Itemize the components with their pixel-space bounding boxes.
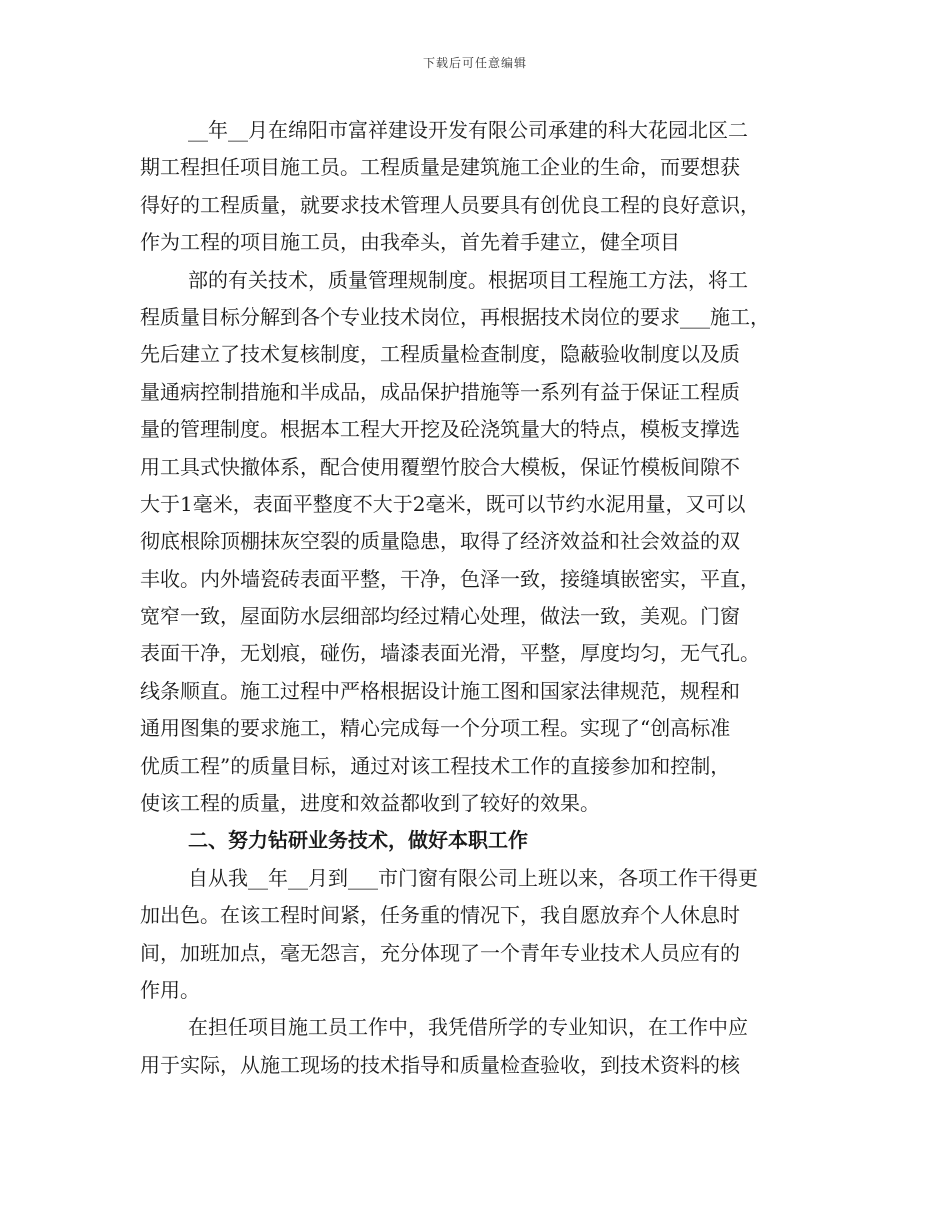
text-line: __年__月在绵阳市富祥建设开发有限公司承建的科大花园北区二 [188,118,748,142]
text-line: 间，加班加点，毫无怨言，充分体现了一个青年专业技术人员应有的 [140,940,740,965]
text-line: 期工程担任项目施工员。工程质量是建筑施工企业的生命，而要想获 [140,155,740,180]
text-line: 作为工程的项目施工员，由我牵头，首先着手建立，健全项目 [140,230,680,255]
text-line: 优质工程”的质量目标，通过对该工程技术工作的直接参加和控制， [140,753,731,778]
text-line: 作用。 [140,977,200,1002]
document-body [140,112,816,1084]
text-line: 丰收。内外墙瓷砖表面平整，干净，色泽一致，接缝填嵌密实，平直， [140,566,760,591]
text-line: 量通病控制措施和半成品，成品保护措施等一系列有益于保证工程质 [140,379,740,404]
text-line: 表面干净，无划痕，碰伤，墙漆表面光滑，平整，厚度均匀，无气孔。 [140,641,760,666]
text-line: 加出色。在该工程时间紧，任务重的情况下，我自愿放弃个人休息时 [140,903,740,928]
text-line: 用于实际，从施工现场的技术指导和质量检查验收，到技术资料的核 [140,1052,740,1077]
text-line: 得好的工程质量，就要求技术管理人员要具有创优良工程的良好意识， [140,192,760,217]
text-line: 通用图集的要求施工，精心完成每一个分项工程。实现了“创高标准 [140,716,731,741]
text-line: 彻底根除顶棚抹灰空裂的质量隐患，取得了经济效益和社会效益的双 [140,529,740,554]
text-line: 大于1毫米，表面平整度不大于2毫米，既可以节约水泥用量，又可以 [140,491,746,516]
text-line: 先后建立了技术复核制度，工程质量检查制度，隐蔽验收制度以及质 [140,342,740,367]
text-line: 自从我__年__月到___市门窗有限公司上班以来，各项工作干得更 [188,865,758,890]
text-line: 使该工程的质量，进度和效益都收到了较好的效果。 [140,791,600,816]
text-line: 线条顺直。施工过程中严格根据设计施工图和国家法律规范，规程和 [140,678,740,703]
text-line: 部的有关技术，质量管理规制度。根据项目工程施工方法，将工 [188,267,748,292]
text-line: 程质量目标分解到各个专业技术岗位，再根据技术岗位的要求___施工， [140,304,770,329]
page-header: 下载后可任意编辑 [422,56,527,70]
text-line: 宽窄一致，屋面防水层细部均经过精心处理，做法一致，美观。门窗 [140,604,740,629]
text-line: 在担任项目施工员工作中，我凭借所学的专业知识，在工作中应 [188,1015,748,1040]
section-heading: 二、努力钻研业务技术，做好本职工作 [188,828,528,853]
text-line: 用工具式快撤体系，配合使用覆塑竹胶合大模板，保证竹模板间隙不 [140,454,740,479]
text-line: 量的管理制度。根据本工程大开挖及砼浇筑量大的特点，模板支撑选 [140,417,740,442]
